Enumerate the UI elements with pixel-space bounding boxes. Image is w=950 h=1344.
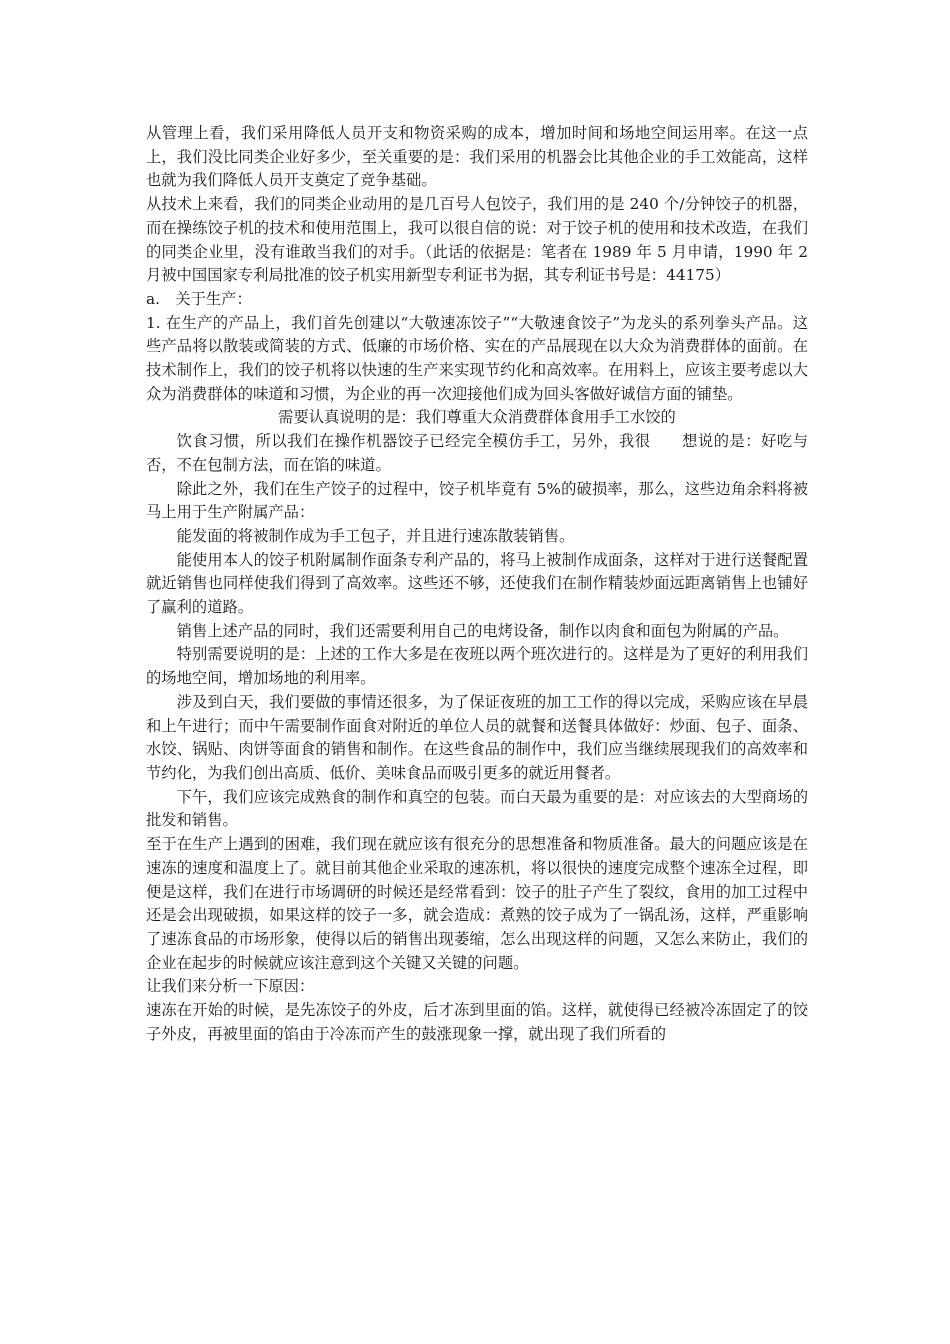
paragraph-difficulties: 至于在生产上遇到的困难，我们现在就应该有很充分的思想准备和物质准备。最大的问题应该是在速冻的速度和温度上了。就目前其他企业采取的速冻机，将以很快的速度完成整个速冻全过程，即便是这样，我们在进行市场调研的时候还是经常看到：饺子的肚子产生了裂纹，食用的加工过程中还是会出现破损，如果这样的饺子一多，就会造成：煮熟的饺子成为了一锅乱汤，这样，严重影响了速冻食品的市场形象，使得以后的销售出现萎缩，怎么出现这样的问题，又怎么来防止，我们的企业在起步的时候就应该注意到这个关键又关键的问题。 (146, 835, 808, 972)
paragraph-afternoon: 下午，我们应该完成熟食的制作和真空的包装。而白天最为重要的是：对应该去的大型商场的批发和销售。 (146, 787, 808, 830)
document-page (146, 122, 808, 1046)
paragraph-noodles: 能使用本人的饺子机附属制作面条专利产品的，将马上被制作成面条，这样对于进行送餐配置就近销售也同样使我们得到了高效率。这些还不够，还使我们在制作精装炒面远距离销售上也铺好了赢利的道路。 (146, 550, 808, 617)
paragraph-night-shift: 特别需要说明的是：上述的工作大多是在夜班以两个班次进行的。这样是为了更好的利用我们的场地空间，增加场地的利用率。 (146, 645, 808, 688)
paragraph-management: 从管理上看，我们采用降低人员开支和物资采购的成本，增加时间和场地空间运用率。在这一点上，我们没比同类企业好多少，至关重要的是：我们采用的机器会比其他企业的手工效能高，这样也就为我们降低人员开支奠定了竞争基础。 (146, 124, 808, 190)
paragraph-products: 1. 在生产的产品上，我们首先创建以“大敬速冻饺子”“大敬速食饺子”为龙头的系列拳头产品。这些产品将以散装或简装的方式、低廉的市场价格、实在的产品展现在以大众为消费群体的面前。在技术制作上，我们的饺子机将以快速的生产来实现节约化和高效率。在用料上，应该主要考虑以大众为消费群体的味道和习惯，为企业的再一次迎接他们成为回头客做好诚信方面的铺垫。 (146, 313, 808, 403)
paragraph-electric-oven: 销售上述产品的同时，我们还需要利用自己的电烤设备，制作以肉食和面包为附属的产品。 (176, 621, 789, 640)
paragraph-note-centered: 需要认真说明的是：我们尊重大众消费群体食用手工水饺的 (278, 408, 676, 427)
paragraph-freezing-cause: 速冻在开始的时候，是先冻饺子的外皮，后才冻到里面的馅。这样，就使得已经被冷冻固定了的饺子外皮，再被里面的馅由于冷冻而产生的鼓涨现象一撑，就出现了我们所看的 (146, 1001, 808, 1043)
paragraph-daytime: 涉及到白天，我们要做的事情还很多，为了保证夜班的加工工作的得以完成，采购应该在早晨和上午进行；而中午需要制作面食对附近的单位人员的就餐和送餐具体做好：炒面、包子、面条、水饺、锅贴、肉饼等面食的销售和制作。在这些食品的制作中，我们应当继续展现我们的高效率和节约化，为我们创出高质、低价、美味食品而吸引更多的就近用餐者。 (146, 692, 808, 782)
section-heading-production: a. 关于生产： (146, 289, 252, 308)
paragraph-breakage-rate: 除此之外，我们在生产饺子的过程中，饺子机毕竟有 5%的破损率，那么，这些边角余料将被马上用于生产附属产品： (146, 479, 808, 522)
paragraph-eating-habits: 饮食习惯，所以我们在操作机器饺子已经完全模仿手工，另外，我很 想说的是：好吃与否，不在包制方法，而在馅的味道。 (146, 432, 808, 474)
paragraph-analysis-intro: 让我们来分析一下原因： (146, 977, 315, 996)
paragraph-technology: 从技术上来看，我们的同类企业动用的是几百号人包饺子，我们用的是 240 个/分钟饺子的机器，而在操练饺子机的技术和使用范围上，我可以很自信的说：对于饺子机的使用和技术改造，在我们的同类企业里，没有谁敢当我们的对手。（此话的依据是：笔者在 1989 年 5 月申请，1990 年 2 月被中国国家专利局批准的饺子机实用新型专利证书为据，其专利证书号是：44175） (146, 195, 808, 285)
paragraph-steamed-buns: 能发面的将被制作成为手工包子，并且进行速冻散装销售。 (176, 526, 575, 545)
